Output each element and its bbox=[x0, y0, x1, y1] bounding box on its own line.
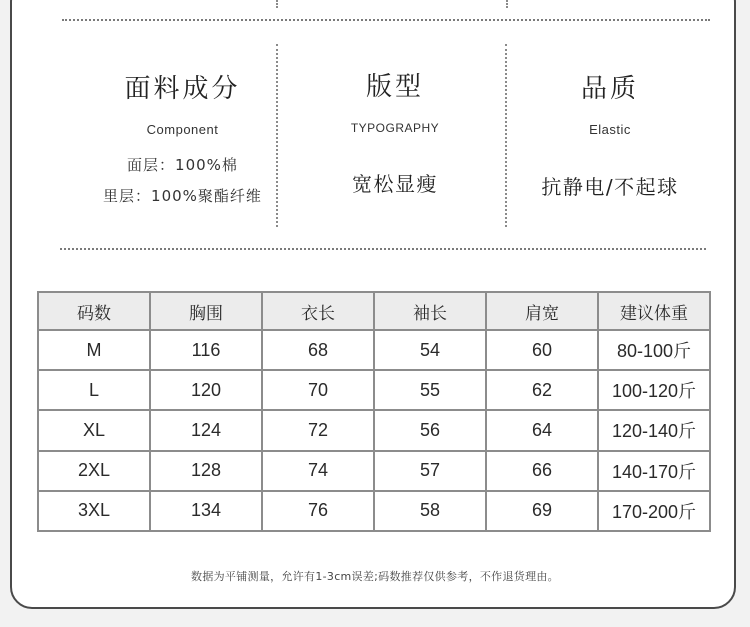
fit-title: 版型 bbox=[365, 72, 424, 102]
quality-value: 抗静电/不起球 bbox=[541, 175, 679, 199]
cell-length: 70 bbox=[262, 370, 374, 410]
cell-shoulder: 62 bbox=[486, 370, 598, 410]
quality-subtitle: Elastic bbox=[589, 122, 631, 137]
cell-length: 72 bbox=[262, 410, 374, 450]
top-divider-tick-right bbox=[506, 0, 508, 8]
fit-subtitle: TYPOGRAPHY bbox=[350, 121, 440, 135]
header-size: 码数 bbox=[38, 292, 150, 330]
table-row bbox=[38, 491, 710, 531]
cell-chest: 116 bbox=[150, 330, 262, 370]
header-length: 衣长 bbox=[262, 292, 374, 330]
cell-size: M bbox=[38, 330, 150, 370]
cell-weight: 120-140斤 bbox=[598, 410, 710, 450]
cell-size: XL bbox=[38, 410, 150, 450]
cell-weight: 170-200斤 bbox=[598, 491, 710, 531]
table-row bbox=[38, 451, 710, 491]
column-divider-1 bbox=[276, 44, 278, 227]
table-row bbox=[38, 370, 710, 410]
cell-sleeve: 56 bbox=[374, 410, 486, 450]
quality-title: 品质 bbox=[580, 74, 639, 104]
table-row bbox=[38, 330, 710, 370]
top-divider-tick-left bbox=[276, 0, 278, 8]
cell-size: 2XL bbox=[38, 451, 150, 491]
cell-length: 68 bbox=[262, 330, 374, 370]
cell-shoulder: 69 bbox=[486, 491, 598, 531]
attribute-quality bbox=[525, 0, 695, 240]
cell-shoulder: 66 bbox=[486, 451, 598, 491]
cell-weight: 100-120斤 bbox=[598, 370, 710, 410]
cell-length: 74 bbox=[262, 451, 374, 491]
attribute-fit bbox=[300, 0, 490, 240]
table-row bbox=[38, 410, 710, 450]
cell-sleeve: 57 bbox=[374, 451, 486, 491]
measurement-note: 数据为平铺测量，允许有1-3cm误差;码数推荐仅供参考，不作退货理由。 bbox=[191, 570, 559, 583]
cell-sleeve: 55 bbox=[374, 370, 486, 410]
header-weight: 建议体重 bbox=[598, 292, 710, 330]
cell-size: 3XL bbox=[38, 491, 150, 531]
middle-dotted-divider bbox=[60, 248, 706, 250]
cell-shoulder: 60 bbox=[486, 330, 598, 370]
size-table bbox=[37, 291, 711, 532]
cell-shoulder: 64 bbox=[486, 410, 598, 450]
cell-sleeve: 54 bbox=[374, 330, 486, 370]
table-header-row bbox=[38, 292, 710, 330]
column-divider-2 bbox=[505, 44, 507, 227]
cell-chest: 128 bbox=[150, 451, 262, 491]
fabric-subtitle: Component bbox=[146, 122, 219, 137]
fabric-title: 面料成分 bbox=[124, 74, 241, 104]
attribute-fabric bbox=[95, 0, 270, 240]
cell-weight: 80-100斤 bbox=[598, 330, 710, 370]
cell-sleeve: 58 bbox=[374, 491, 486, 531]
cell-weight: 140-170斤 bbox=[598, 451, 710, 491]
fit-value: 宽松显瘦 bbox=[352, 172, 438, 196]
fabric-outer-layer: 面层：100%棉 bbox=[127, 156, 238, 174]
cell-chest: 124 bbox=[150, 410, 262, 450]
fabric-inner-layer: 里层：100%聚酯纤维 bbox=[103, 187, 262, 205]
cell-chest: 134 bbox=[150, 491, 262, 531]
header-chest: 胸围 bbox=[150, 292, 262, 330]
cell-chest: 120 bbox=[150, 370, 262, 410]
cell-length: 76 bbox=[262, 491, 374, 531]
header-sleeve: 袖长 bbox=[374, 292, 486, 330]
cell-size: L bbox=[38, 370, 150, 410]
header-shoulder: 肩宽 bbox=[486, 292, 598, 330]
